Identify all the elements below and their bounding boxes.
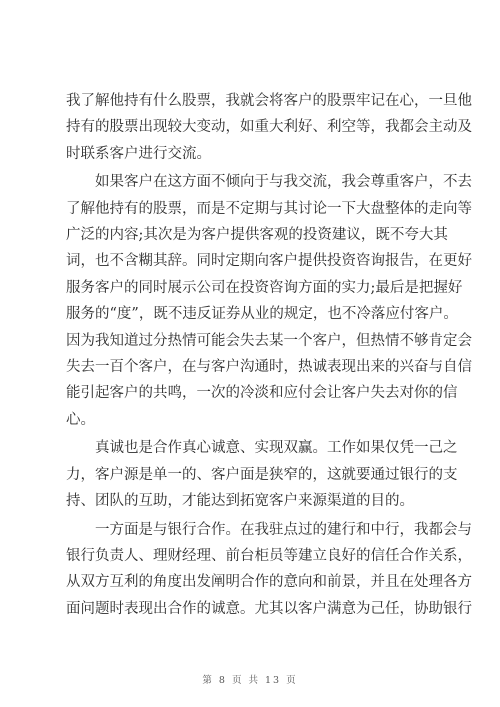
text-line: 从双方互利的角度出发阐明合作的意向和前景，并且在处理各方 <box>66 574 472 591</box>
text-line: 词，也不含糊其辞。同时定期向客户提供投资咨询报告，在更好 <box>66 253 472 270</box>
text-line: 了解他持有的股票，而是不定期与其讨论一下大盘整体的走向等 <box>66 200 472 217</box>
paragraph-3 <box>66 435 458 514</box>
text-line: 银行负责人、理财经理、前台柜员等建立良好的信任合作关系， <box>66 547 472 564</box>
paragraph-4 <box>66 517 472 623</box>
document-body <box>66 88 472 624</box>
text-line: 如果客户在这方面不倾向于与我交流，我会尊重客户，不去 <box>95 174 472 191</box>
page-number-footer: 第 8 页 共 13 页 <box>202 675 298 686</box>
text-line: 广泛的内容;其次是为客户提供客观的投资建议，既不夸大其 <box>66 227 448 244</box>
text-line: 持有的股票出现较大变动，如重大利好、利空等，我都会主动及 <box>66 119 472 136</box>
text-line: 面问题时表现出合作的诚意。尤其以客户满意为己任，协助银行 <box>66 600 472 617</box>
paragraph-2 <box>66 169 472 433</box>
text-line: 失去一百个客户，在与客户沟通时，热诚表现出来的兴奋与自信 <box>66 359 472 376</box>
text-line: 服务的“度”，既不违反证券从业的规定，也不冷落应付客户。 <box>66 306 458 323</box>
text-line: 服务客户的同时展示公司在投资咨询方面的实力;最后是把握好 <box>66 279 463 296</box>
text-line: 能引起客户的共鸣，一次的冷淡和应付会让客户失去对你的信 <box>66 385 458 402</box>
text-line: 我了解他持有什么股票，我就会将客户的股票牢记在心，一旦他 <box>66 93 472 109</box>
text-line: 时联系客户进行交流。 <box>66 145 211 162</box>
text-line: 因为我知道过分热情可能会失去某一个客户，但热情不够肯定会 <box>66 332 472 349</box>
text-line: 一方面是与银行合作。在我驻点过的建行和中行，我都会与 <box>95 521 472 538</box>
text-line: 心。 <box>66 411 95 428</box>
text-line: 持、团队的互助，才能达到拓宽客户来源渠道的目的。 <box>66 493 414 510</box>
paragraph-1 <box>66 88 472 167</box>
text-line: 真诚也是合作真心诚意、实现双赢。工作如果仅凭一己之 <box>95 440 458 457</box>
text-line: 力，客户源是单一的、客户面是狭窄的，这就要通过银行的支 <box>66 466 458 483</box>
